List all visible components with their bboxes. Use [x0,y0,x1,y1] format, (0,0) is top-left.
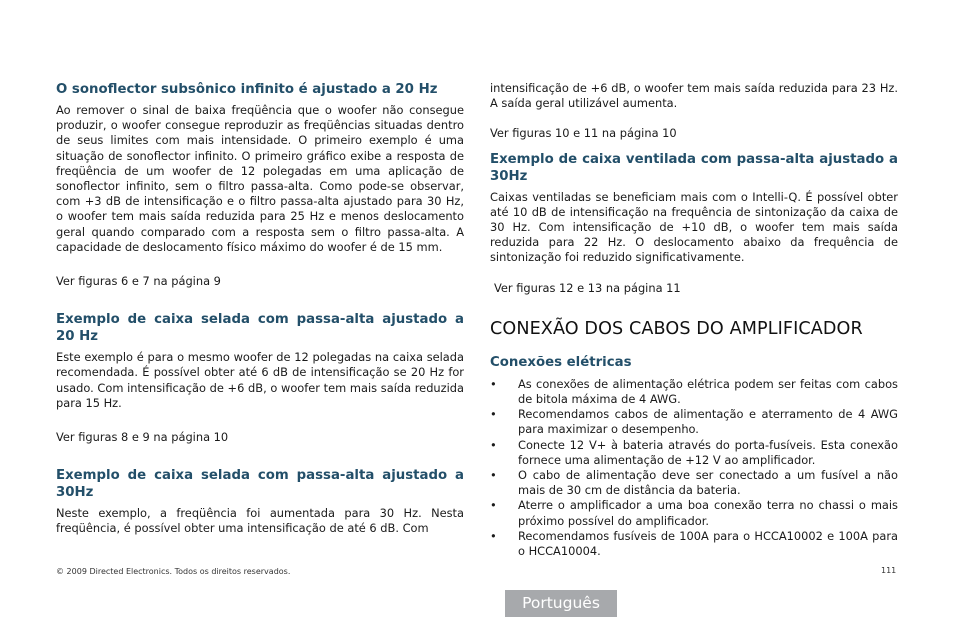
bullet-list [490,377,898,559]
main-heading-amplifier-wiring: CONEXÃO DOS CABOS DO AMPLIFICADOR [490,318,863,339]
figure-reference: Ver figuras 10 e 11 na página 10 [490,126,677,141]
bullet-icon: • [490,407,497,422]
right-column [490,81,898,559]
section-body-vented-30hz: Caixas ventiladas se beneficiam mais com o Intelli-Q. É possível obter até 10 dB de intensificação na frequência de sintonização da caixa de 30 Hz. Com intensificação de +10 dB, o woofer tem mais saída reduzida para 22 Hz. O deslocamento abaixo da frequência de sintonização foi reduzido significativamente. [490,189,898,265]
subheading-electrical-connections: Conexões elétricas [490,354,632,370]
footer-copyright: © 2009 Directed Electronics. Todos os direitos reservados. [56,567,291,576]
left-column [56,81,464,537]
section-body-continuation: intensificação de +6 dB, o woofer tem mais saída reduzida para 23 Hz. A saída geral utilizável aumenta. [490,81,898,111]
bullet-icon: • [490,528,497,543]
bullet-icon: • [490,376,497,391]
section-heading-sealed-30hz: Exemplo de caixa selada com passa-alta ajustado a 30Hz [56,468,464,501]
section-heading-vented-30hz: Exemplo de caixa ventilada com passa-alta ajustado a 30Hz [490,151,898,184]
bullet-icon: • [490,437,497,452]
language-tab: Português [505,590,617,617]
section-body-infinite-baffle: Ao remover o sinal de baixa freqüência que o woofer não consegue produzir, o woofer consegue reproduzir as freqüências situadas dentro de seus limites com mais intensidade. O primeiro exemplo é uma situação de sonoflector infinito. O primeiro gráfico exibe a resposta de freqüência de um woofer de 12 polegadas em uma aplicação de sonoflector infinito, sem o filtro passa-alta. Como pode-se observar, com +3 dB de intensificação e o filtro passa-alta ajustado para 30 Hz, o woofer tem mais saída reduzida para 25 Hz e menos deslocamento geral quando comparado com a resposta sem o filtro passa-alta. A capacidade de deslocamento físico máximo do woofer é de 15 mm. [56,103,464,254]
figure-reference: Ver figuras 6 e 7 na página 9 [56,274,221,289]
section-body-sealed-30hz: Neste exemplo, a freqüência foi aumentada para 30 Hz. Nesta freqüência, é possível obter uma intensificação de até 6 dB. Com [56,506,464,536]
section-body-sealed-20hz: Este exemplo é para o mesmo woofer de 12 polegadas na caixa selada recomendada. É possível obter até 6 dB de intensificação se 20 Hz for usado. Com intensificação de +6 dB, o woofer tem mais saída reduzida para 15 Hz. [56,350,464,410]
list-item: • Recomendamos fusíveis de 100A para o HCCA10002 e 100A para o HCCA10004. [490,528,898,559]
list-item: • O cabo de alimentação deve ser conectado a um fusível a não mais de 30 cm de distância da bateria. [490,468,898,498]
page-number: 111 [881,566,897,575]
list-item: • Recomendamos cabos de alimentação e aterramento de 4 AWG para maximizar o desempenho. [490,407,898,437]
section-heading-infinite-baffle: O sonoflector subsônico infinito é ajustado a 20 Hz [56,82,438,97]
list-item: • Aterre o amplificador a uma boa conexão terra no chassi o mais próximo possível do amplificador. [490,498,898,528]
section-heading-sealed-20hz: Exemplo de caixa selada com passa-alta ajustado a 20 Hz [56,312,464,345]
list-item: • Conecte 12 V+ à bateria através do porta-fusíveis. Esta conexão fornece uma alimentação de +12 V ao amplificador. [490,437,898,467]
bullet-icon: • [490,468,497,483]
list-item: • As conexões de alimentação elétrica podem ser feitas com cabos de bitola máxima de 4 AWG. [490,376,898,407]
bullet-icon: • [490,498,497,513]
figure-reference: Ver figuras 12 e 13 na página 11 [494,280,681,295]
figure-reference: Ver figuras 8 e 9 na página 10 [56,430,229,445]
